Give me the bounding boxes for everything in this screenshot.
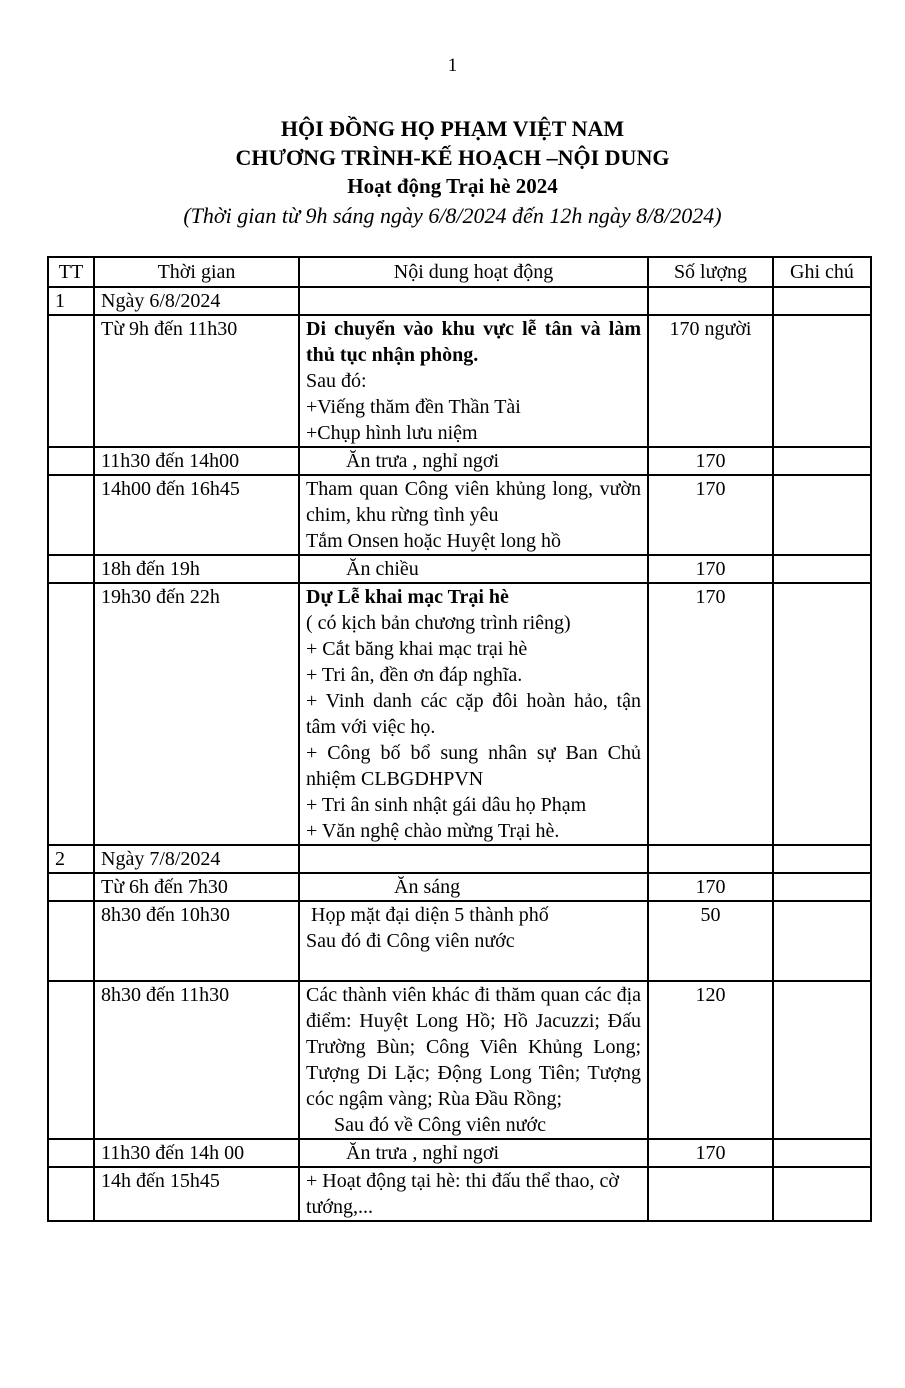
cell-tt (48, 1167, 94, 1221)
content-line: + Tri ân, đền ơn đáp nghĩa. (306, 664, 523, 686)
cell-content (299, 475, 648, 555)
table-row (48, 287, 871, 315)
cell-tt (48, 901, 94, 981)
content-line: +Chụp hình lưu niệm (306, 422, 478, 444)
content-line: Sau đó đi Công viên nước (306, 930, 515, 952)
table-row (48, 1167, 871, 1221)
cell-quantity: 170 (648, 583, 773, 845)
cell-time: 8h30 đến 11h30 (94, 981, 299, 1139)
schedule-table-body (48, 287, 871, 1221)
table-row (48, 315, 871, 447)
content-line: Ăn trưa , nghỉ ngơi (346, 450, 500, 472)
table-row (48, 555, 871, 583)
cell-time: 18h đến 19h (94, 555, 299, 583)
cell-content (299, 315, 648, 447)
cell-quantity: 170 người (648, 315, 773, 447)
cell-quantity (648, 1167, 773, 1221)
content-line: Sau đó: (306, 370, 367, 392)
doc-subtitle: Hoạt động Trại hè 2024 (347, 174, 558, 198)
cell-content (299, 901, 648, 981)
content-line: + Công bố bổ sung nhân sự Ban Chủ nhiệm CLBGDHPVN (306, 742, 641, 790)
cell-time: Từ 6h đến 7h30 (94, 873, 299, 901)
content-line: + Vinh danh các cặp đôi hoàn hảo, tận tâm với việc họ. (306, 690, 641, 738)
cell-note (773, 1139, 871, 1167)
cell-quantity: 120 (648, 981, 773, 1139)
org-title: HỘI ĐỒNG HỌ PHẠM VIỆT NAM (280, 116, 625, 141)
table-row (48, 845, 871, 873)
content-line: Ăn trưa , nghỉ ngơi (346, 1142, 500, 1164)
content-line: +Viếng thăm đền Thần Tài (306, 396, 521, 418)
cell-content (299, 873, 648, 901)
cell-content (299, 1139, 648, 1167)
cell-time: Ngày 6/8/2024 (94, 287, 299, 315)
cell-time: 19h30 đến 22h (94, 583, 299, 845)
cell-tt (48, 447, 94, 475)
col-header-content: Nội dung hoạt động (299, 257, 648, 287)
page-number: 1 (447, 55, 458, 76)
cell-quantity: 170 (648, 873, 773, 901)
cell-content (299, 583, 648, 845)
cell-note (773, 901, 871, 981)
cell-quantity: 170 (648, 447, 773, 475)
cell-content (299, 1167, 648, 1221)
content-line: Di chuyển vào khu vực lễ tân và làm thủ tục nhận phòng. (306, 318, 641, 366)
cell-content (299, 447, 648, 475)
content-line: Họp mặt đại diện 5 thành phố (311, 904, 549, 926)
content-line: Dự Lễ khai mạc Trại hè (306, 586, 509, 608)
cell-note (773, 583, 871, 845)
cell-quantity: 50 (648, 901, 773, 981)
content-line: Tắm Onsen hoặc Huyệt long hồ (306, 530, 561, 552)
cell-content (299, 555, 648, 583)
content-line: ( có kịch bản chương trình riêng) (306, 612, 571, 634)
cell-content (299, 845, 648, 873)
cell-tt: 2 (48, 845, 94, 873)
cell-quantity: 170 (648, 1139, 773, 1167)
schedule-table (47, 256, 872, 1222)
table-row (48, 1139, 871, 1167)
table-row (48, 475, 871, 555)
table-row (48, 583, 871, 845)
cell-tt (48, 475, 94, 555)
col-header-quantity: Số lượng (648, 257, 773, 287)
content-line: + Hoạt động tại hè: thi đấu thể thao, cờ tướng,... (306, 1170, 619, 1218)
cell-time: Từ 9h đến 11h30 (94, 315, 299, 447)
col-header-tt: TT (48, 257, 94, 287)
cell-quantity (648, 845, 773, 873)
cell-time: 8h30 đến 10h30 (94, 901, 299, 981)
cell-tt (48, 873, 94, 901)
content-line (306, 954, 641, 980)
cell-note (773, 475, 871, 555)
cell-note (773, 555, 871, 583)
cell-time: 14h00 đến 16h45 (94, 475, 299, 555)
cell-note (773, 873, 871, 901)
cell-note (773, 287, 871, 315)
table-header-row (48, 257, 871, 287)
content-line: + Tri ân sinh nhật gái dâu họ Phạm (306, 794, 587, 816)
content-line: + Cắt băng khai mạc trại hè (306, 638, 528, 660)
cell-note (773, 315, 871, 447)
cell-tt: 1 (48, 287, 94, 315)
cell-quantity: 170 (648, 555, 773, 583)
cell-time: 11h30 đến 14h 00 (94, 1139, 299, 1167)
cell-note (773, 447, 871, 475)
cell-quantity (648, 287, 773, 315)
cell-tt (48, 1139, 94, 1167)
cell-note (773, 1167, 871, 1221)
content-line: Sau đó về Công viên nước (334, 1114, 546, 1136)
col-header-time: Thời gian (94, 257, 299, 287)
doc-title: CHƯƠNG TRÌNH-KẾ HOẠCH –NỘI DUNG (235, 145, 670, 170)
col-header-note: Ghi chú (773, 257, 871, 287)
cell-tt (48, 583, 94, 845)
cell-time: Ngày 7/8/2024 (94, 845, 299, 873)
content-line: Các thành viên khác đi thăm quan các địa điểm: Huyệt Long Hồ; Hồ Jacuzzi; Đấu Trường Bùn; Công Viên Khủng Long; Tượng Di Lặc; Động Long Tiên; Tượng cóc ngậm vàng; Rùa Đầu Rồng; (306, 984, 641, 1110)
cell-time: 11h30 đến 14h00 (94, 447, 299, 475)
table-row (48, 981, 871, 1139)
cell-tt (48, 981, 94, 1139)
table-row (48, 873, 871, 901)
cell-quantity: 170 (648, 475, 773, 555)
cell-note (773, 845, 871, 873)
cell-content (299, 981, 648, 1139)
cell-note (773, 981, 871, 1139)
cell-time: 14h đến 15h45 (94, 1167, 299, 1221)
content-line: Tham quan Công viên khủng long, vườn chim, khu rừng tình yêu (306, 478, 641, 526)
content-line: Ăn chiều (346, 558, 419, 580)
content-line: Ăn sáng (394, 876, 461, 898)
cell-content (299, 287, 648, 315)
doc-timespan: (Thời gian từ 9h sáng ngày 6/8/2024 đến 12h ngày 8/8/2024) (183, 203, 722, 228)
content-line: + Văn nghệ chào mừng Trại hè. (306, 820, 560, 842)
table-row (48, 901, 871, 981)
table-row (48, 447, 871, 475)
cell-tt (48, 555, 94, 583)
document-header (0, 114, 905, 231)
cell-tt (48, 315, 94, 447)
